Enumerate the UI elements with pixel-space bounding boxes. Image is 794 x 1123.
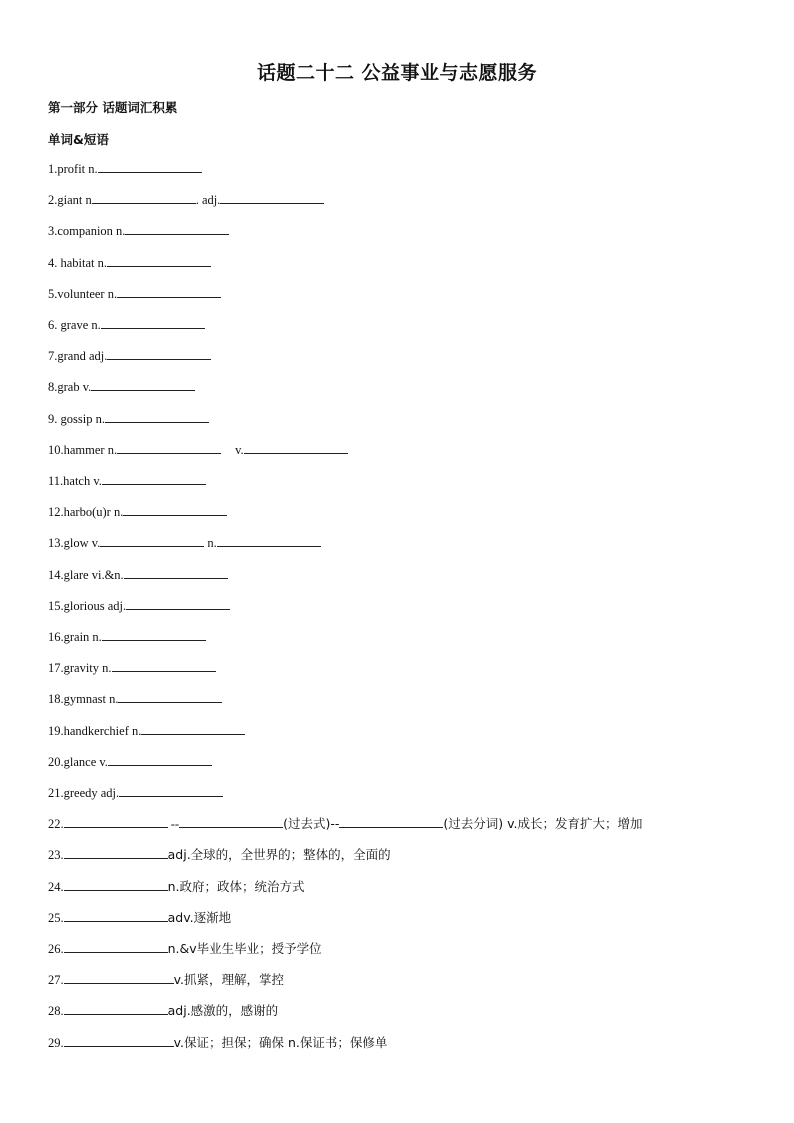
answer-blank[interactable]	[101, 316, 205, 329]
answer-blank[interactable]	[217, 534, 321, 547]
part-heading: 第一部分 话题词汇积累	[48, 100, 178, 115]
item-prompt: 14.glare vi.&n.	[48, 567, 124, 582]
item-meaning: (过去分词) v.成长；发育扩大；增加	[443, 816, 643, 832]
item-prompt: 7.grand adj.	[48, 349, 108, 364]
answer-blank[interactable]	[117, 441, 221, 454]
item-number: 26.	[48, 942, 64, 956]
item-meaning: adv.逐渐地	[167, 909, 232, 925]
item-prompt: 15.glorious adj.	[48, 598, 127, 613]
subsection-heading: 单词&短语	[48, 132, 109, 147]
answer-blank[interactable]	[64, 909, 168, 922]
answer-blank[interactable]	[64, 971, 174, 984]
exercise-item	[48, 1002, 278, 1019]
item-number: 23.	[48, 848, 64, 863]
item-prompt: 1.profit n.	[48, 162, 98, 176]
exercise-item	[48, 472, 206, 489]
answer-blank[interactable]	[64, 815, 168, 828]
answer-blank[interactable]	[118, 690, 222, 703]
answer-blank[interactable]	[220, 191, 324, 204]
item-prompt: 16.grain n.	[48, 630, 102, 644]
exercise-item	[48, 597, 230, 614]
exercise-item	[48, 254, 211, 271]
item-meaning: v.抓紧，理解，掌控	[173, 972, 285, 988]
item-prompt: 20.glance v.	[48, 754, 108, 769]
item-prompt: 12.harbo(u)r n.	[48, 505, 124, 520]
exercise-item	[48, 722, 245, 739]
item-prompt: 11.hatch v.	[48, 474, 102, 488]
answer-blank[interactable]	[141, 722, 245, 735]
item-number: 29.	[48, 1035, 64, 1050]
item-prompt: 10.hammer n.	[48, 442, 118, 457]
answer-blank[interactable]	[102, 472, 206, 485]
item-meaning: adj.感激的，感谢的	[167, 1003, 279, 1019]
exercise-item	[48, 1034, 387, 1051]
exercise-item	[48, 909, 231, 926]
exercise-item	[48, 410, 209, 427]
item-second-prompt: n.	[207, 536, 217, 551]
answer-blank[interactable]	[339, 815, 443, 828]
exercise-item	[48, 815, 643, 832]
answer-blank[interactable]	[64, 846, 168, 859]
answer-blank[interactable]	[107, 347, 211, 360]
item-meaning: v.保证；担保；确保 n.保证书；保修单	[173, 1034, 388, 1050]
exercise-item	[48, 690, 222, 707]
item-meaning: n.政府；政体；统治方式	[167, 878, 305, 894]
item-second-prompt: v.	[235, 442, 244, 457]
item-prompt: 9. gossip n.	[48, 411, 105, 426]
exercise-item	[48, 971, 284, 988]
exercise-item	[48, 784, 223, 801]
item-prompt: 4. habitat n.	[48, 255, 108, 270]
answer-blank[interactable]	[108, 753, 212, 766]
item-prompt: 2.giant n	[48, 193, 92, 208]
exercise-item	[48, 503, 227, 520]
answer-blank[interactable]	[126, 597, 230, 610]
answer-blank[interactable]	[64, 1002, 168, 1015]
exercise-item	[48, 878, 305, 895]
exercise-item	[48, 222, 229, 239]
exercise-item	[48, 347, 211, 364]
answer-blank[interactable]	[119, 784, 223, 797]
answer-blank[interactable]	[179, 815, 283, 828]
item-prompt: 19.handkerchief n.	[48, 723, 142, 738]
item-number: 28.	[48, 1004, 64, 1019]
item-prompt: 18.gymnast n.	[48, 692, 119, 707]
item-meaning: adj.全球的，全世界的；整体的，全面的	[167, 847, 391, 863]
answer-blank[interactable]	[102, 628, 206, 641]
item-prompt: 8.grab v.	[48, 380, 92, 395]
answer-blank[interactable]	[100, 534, 204, 547]
item-prompt: 3.companion n.	[48, 224, 126, 239]
item-number: 24.	[48, 879, 64, 894]
answer-blank[interactable]	[64, 878, 168, 891]
item-prompt: 17.gravity n.	[48, 661, 112, 676]
answer-blank[interactable]	[91, 378, 195, 391]
exercise-item	[48, 534, 321, 551]
item-meaning: n.&v毕业生毕业；授予学位	[167, 941, 322, 956]
answer-blank[interactable]	[64, 940, 168, 953]
answer-blank[interactable]	[125, 222, 229, 235]
answer-blank[interactable]	[244, 441, 348, 454]
answer-blank[interactable]	[112, 659, 216, 672]
item-prompt: 6. grave n.	[48, 318, 101, 332]
item-second-prompt: . adj.	[195, 193, 221, 208]
page-title: 话题二十二 公益事业与志愿服务	[256, 62, 538, 84]
item-form-label: (过去式)--	[283, 816, 340, 832]
exercise-item	[48, 441, 348, 458]
item-number: 25.	[48, 910, 64, 925]
exercise-item	[48, 316, 205, 333]
item-number: 22.	[48, 817, 64, 832]
exercise-item	[48, 566, 228, 583]
exercise-item	[48, 191, 324, 208]
answer-blank[interactable]	[105, 410, 209, 423]
answer-blank[interactable]	[123, 503, 227, 516]
answer-blank[interactable]	[92, 191, 196, 204]
item-prompt: 5.volunteer n.	[48, 286, 118, 301]
exercise-item	[48, 659, 216, 676]
answer-blank[interactable]	[107, 254, 211, 267]
exercise-item	[48, 846, 391, 863]
item-prompt: 21.greedy adj.	[48, 786, 120, 800]
item-number: 27.	[48, 973, 64, 988]
answer-blank[interactable]	[124, 566, 228, 579]
answer-blank[interactable]	[64, 1034, 174, 1047]
exercise-item	[48, 940, 322, 957]
exercise-item	[48, 378, 195, 395]
answer-blank[interactable]	[98, 160, 202, 173]
item-prompt: 13.glow v.	[48, 536, 101, 551]
exercise-item	[48, 628, 206, 645]
item-separator: --	[167, 817, 180, 832]
exercise-item	[48, 753, 212, 770]
answer-blank[interactable]	[117, 285, 221, 298]
exercise-item	[48, 160, 202, 177]
exercise-item	[48, 285, 221, 302]
